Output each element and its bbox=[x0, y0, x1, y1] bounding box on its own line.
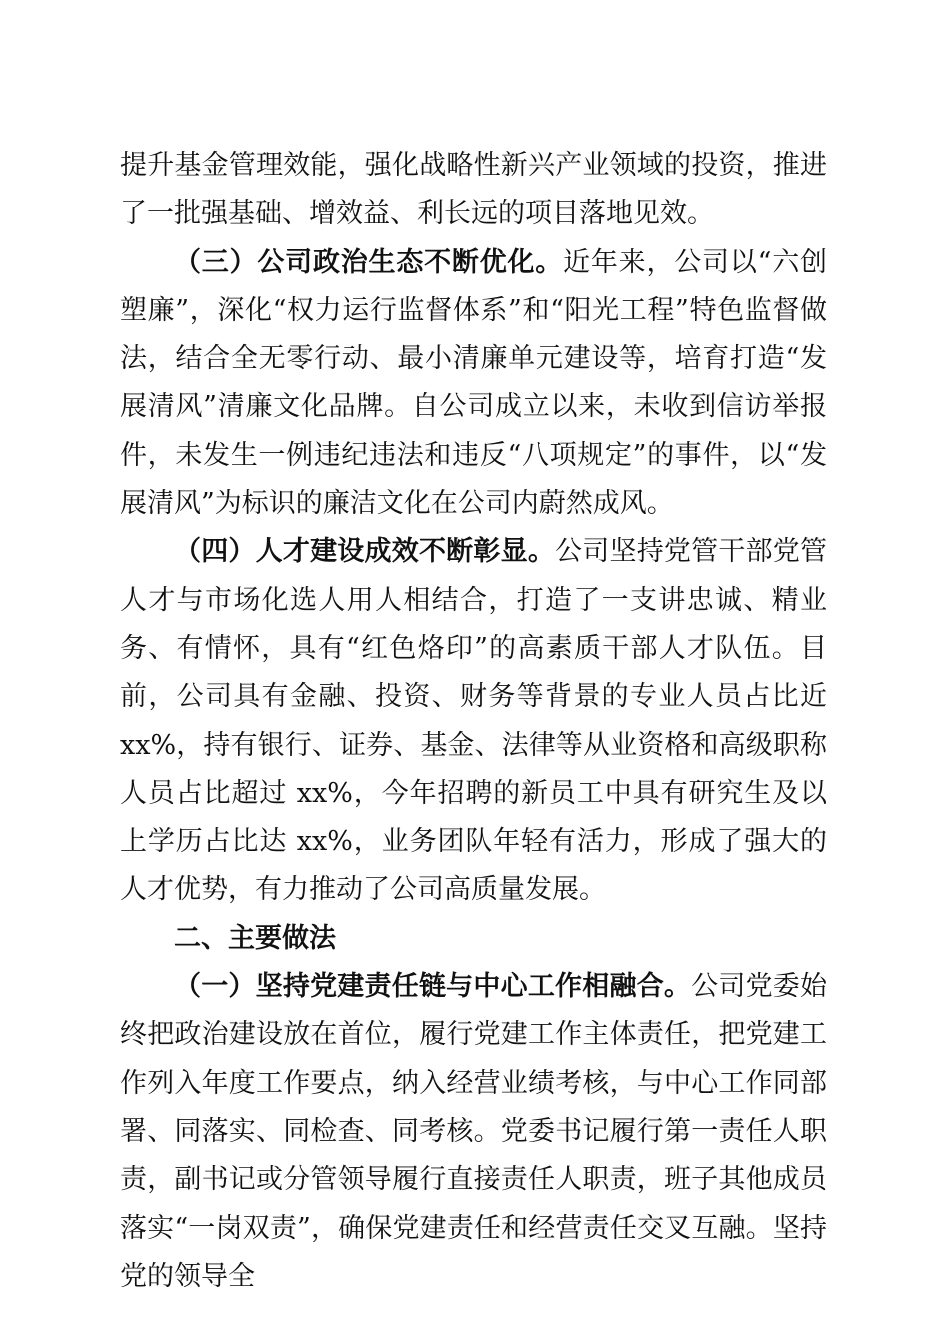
paragraph-text: 公司坚持党管干部党管人才与市场化选人用人相结合，打造了一支讲忠诚、精业务、有情怀，具有“红色烙印”的高素质干部人才队伍。目前，公司具有金融、投资、财务等背景的专业人员占比近 xx%，持有银行、证券、基金、法律等从业资格和高级职称人员占比超过 xx%，今年招聘的新员工中具有研究生及以上学历占比达 xx%，业务团队年轻有活力，形成了强大的人才优势，有力推动了公司高质量发展。 bbox=[120, 536, 828, 906]
paragraph-talent-building bbox=[120, 528, 827, 914]
paragraph-title: （一）坚持党建责任链与中心工作相融合。 bbox=[174, 971, 692, 1003]
paragraph-party-responsibility bbox=[120, 963, 827, 1301]
paragraph-text: 近年来，公司以“六创塑廉”，深化“权力运行监督体系”和“阳光工程”特色监督做法，结合全无零行动、最小清廉单元建设等，培育打造“发展清风”清廉文化品牌。自公司成立以来，未收到信访举报件，未发生一例违纪违法和违反“八项规定”的事件，以“发展清风”为标识的廉洁文化在公司内蔚然成风。 bbox=[120, 246, 827, 520]
paragraph-continuation bbox=[120, 142, 827, 239]
paragraph-text: 提升基金管理效能，强化战略性新兴产业领域的投资，推进了一批强基础、增效益、利长远的项目落地见效。 bbox=[120, 150, 827, 230]
paragraph-text: 公司党委始终把政治建设放在首位，履行党建工作主体责任，把党建工作列入年度工作要点，纳入经营业绩考核，与中心工作同部署、同落实、同检查、同考核。党委书记履行第一责任人职责，副书记或分管领导履行直接责任人职责，班子其他成员落实“一岗双责”，确保党建责任和经营责任交叉互融。坚持党的领导全 bbox=[120, 971, 828, 1292]
paragraph-title: （三）公司政治生态不断优化。 bbox=[174, 246, 564, 278]
paragraph-political-ecology bbox=[120, 239, 827, 529]
document-body bbox=[120, 142, 827, 1301]
paragraph-title: （四）人才建设成效不断彰显。 bbox=[174, 536, 556, 568]
section-heading: 二、主要做法 bbox=[174, 922, 336, 954]
